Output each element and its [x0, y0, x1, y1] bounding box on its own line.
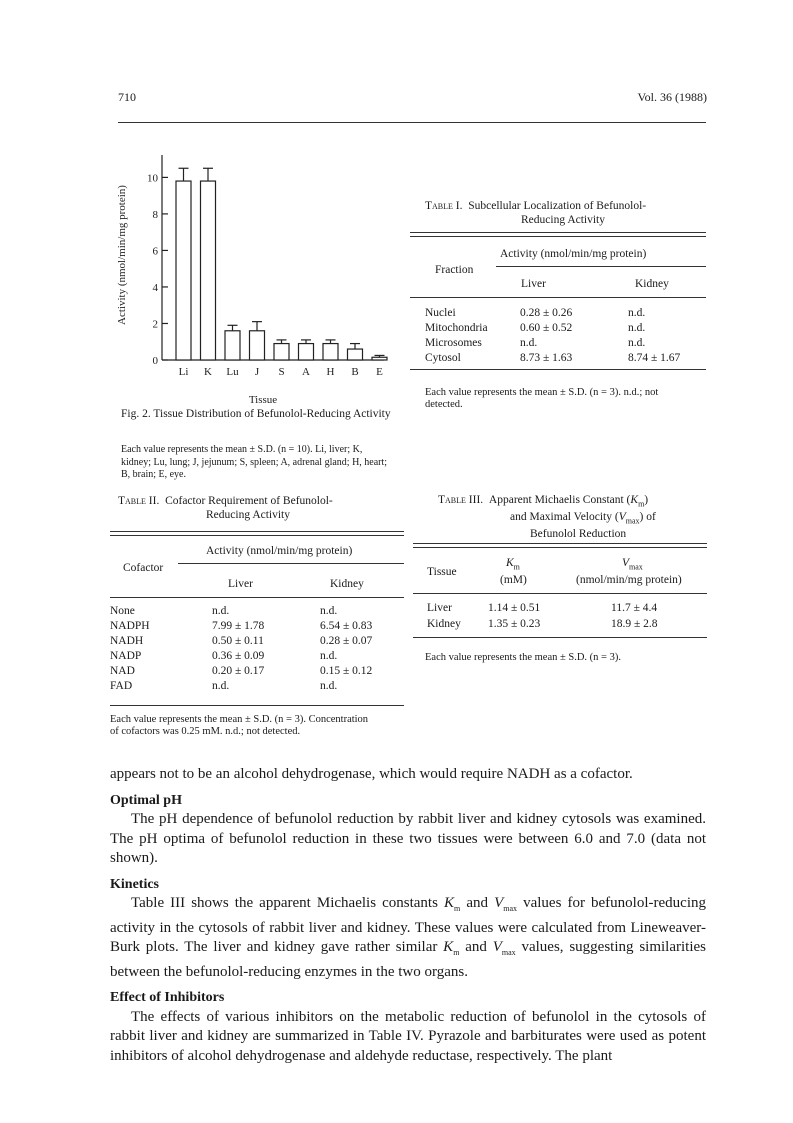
table2-row-liver: 0.50 ± 0.11 [212, 635, 264, 647]
table3-label: Table III. [438, 494, 484, 506]
y-tick-label: 8 [152, 208, 158, 221]
tissue-distribution-chart [110, 135, 390, 410]
x-tick-label: E [376, 366, 383, 378]
table2-top-rule [110, 531, 404, 536]
bar [225, 331, 240, 360]
table3-row-vmax: 18.9 ± 2.8 [611, 618, 658, 630]
table2-col-group: Activity (nmol/min/mg protein) [206, 545, 353, 557]
table3-note: Each value represents the mean ± S.D. (n = 3). [425, 652, 621, 663]
y-tick-label: 0 [152, 355, 158, 367]
header-rule [118, 122, 706, 123]
paragraph-optimal-ph: The pH dependence of befunolol reduction by rabbit liver and kidney cytosols was examined. The pH optima of befunolol reduction in these two tissues were between 6.0 and 7.0 (data not shown). [110, 811, 706, 866]
table1-row-name: Mitochondria [425, 322, 488, 334]
table2-group-rule [178, 563, 404, 564]
table2-row-liver: 0.20 ± 0.17 [212, 665, 265, 677]
table2-row-name: NAD [110, 665, 135, 677]
y-tick-label: 2 [152, 318, 158, 331]
x-tick-label: H [326, 366, 335, 378]
y-tick-label: 6 [152, 245, 158, 258]
table1-bottom-rule [410, 369, 706, 370]
x-tick-label: B [351, 366, 359, 378]
y-tick-label: 10 [147, 172, 158, 185]
bar [176, 181, 191, 360]
table3-col-vmax: $V_{max}$ [622, 557, 643, 572]
body-text [110, 765, 706, 1066]
table2-row-liver: n.d. [212, 680, 230, 692]
paragraph-kinetics: Table III shows the apparent Michaelis constants $K_m$ and $V_{max}$ values for befunolol-reducing activity in the cytosols of rabbit liver and kidney. These values were calculated from Lineweaver-Burk plots. The liver and kidney gave rather similar $K_m$ and $V_{max}$ values, suggesting similarities between the befunolol-reducing enzymes in the two organs. [110, 895, 706, 980]
table1-row-name: Cytosol [425, 352, 461, 364]
x-tick-label: Li [178, 366, 189, 378]
table1-label: Table I. [425, 200, 463, 212]
table1-title-line2: Reducing Activity [521, 213, 606, 226]
table2-col-kidney: Kidney [330, 578, 364, 590]
table2-row-liver: 7.99 ± 1.78 [212, 620, 265, 632]
x-tick-label: S [278, 366, 285, 378]
heading-inhibitors: Effect of Inhibitors [110, 990, 225, 1005]
table3-col-km: $K_m$ [506, 557, 520, 572]
x-tick-label: J [254, 366, 260, 378]
table1-row-liver: 8.73 ± 1.63 [520, 352, 573, 364]
table1-col-kidney: Kidney [635, 278, 669, 290]
table3-col-km-unit: (mM) [500, 574, 527, 586]
table2-row-kidney: n.d. [320, 650, 338, 662]
table1-header-rule [410, 297, 706, 298]
table1-note [425, 387, 715, 411]
x-tick-label: Lu [226, 366, 239, 378]
table1-col-group: Activity (nmol/min/mg protein) [500, 248, 647, 260]
heading-kinetics: Kinetics [110, 876, 159, 892]
x-tick-label: K [204, 366, 212, 378]
table2-title [118, 495, 408, 522]
table1-group-rule [496, 266, 706, 267]
bar [323, 344, 338, 360]
x-tick-label: A [302, 366, 310, 378]
table3-row-km: 1.35 ± 0.23 [488, 618, 541, 630]
heading-optimal-ph: Optimal pH [110, 792, 182, 808]
bar [372, 357, 387, 360]
table2-header-rule [110, 597, 404, 598]
table3-row-name: Kidney [427, 618, 461, 630]
table2-col-liver: Liver [228, 578, 253, 590]
table1-note-line2: detected. [425, 399, 463, 410]
table3-top-rule [413, 543, 707, 548]
table3-title-line3: Befunolol Reduction [530, 527, 627, 540]
table1-col-fraction: Fraction [435, 264, 474, 276]
table1-row-name: Microsomes [425, 337, 482, 349]
table1-note-line1: Each value represents the mean ± S.D. (n = 3). n.d.; not [425, 387, 659, 398]
table2-row-liver: n.d. [212, 605, 230, 617]
table1-row-liver: n.d. [520, 337, 538, 349]
table2-row-liver: 0.36 ± 0.09 [212, 650, 265, 662]
figure-title: Tissue Distribution of Befunolol-Reducing Activity [153, 408, 391, 420]
table2-note [110, 714, 410, 738]
table1-row-kidney: n.d. [628, 307, 646, 319]
bar [201, 181, 216, 360]
table2-bottom-rule [110, 705, 404, 706]
table2-row-name: NADP [110, 650, 142, 662]
table1-title [425, 200, 707, 227]
table1-col-liver: Liver [521, 278, 546, 290]
table2-row-name: FAD [110, 680, 133, 692]
table1-row-liver: 0.28 ± 0.26 [520, 307, 573, 319]
table2-row-kidney: 6.54 ± 0.83 [320, 620, 373, 632]
figure-label: Fig. 2. [121, 408, 151, 420]
table3-row-km: 1.14 ± 0.51 [488, 602, 541, 614]
table3-col-tissue: Tissue [427, 566, 457, 578]
table2-row-kidney: n.d. [320, 680, 338, 692]
x-axis-label: Tissue [248, 394, 278, 406]
table3-row-vmax: 11.7 ± 4.4 [611, 602, 658, 614]
bar [250, 331, 265, 360]
table2-label: Table II. [118, 495, 160, 507]
table3-col-vmax-unit: (nmol/min/mg protein) [576, 574, 682, 586]
table3-header-rule [413, 593, 707, 594]
table1-row-kidney: 8.74 ± 1.67 [628, 352, 681, 364]
paragraph-inhibitors: The effects of various inhibitors on the metabolic reduction of befunolol in the cytosols of rabbit liver and kidney are summarized in Table IV. Pyrazole and barbiturates were used as potent inhibitors of alcohol dehydrogenase and aldehyde reductase, respectively. The plant [110, 1008, 706, 1064]
table1-row-name: Nuclei [425, 307, 456, 319]
paragraph-0: appears not to be an alcohol dehydrogenase, which would require NADH as a cofactor. [110, 766, 633, 782]
table2-row-name: None [110, 605, 135, 617]
volume-info: Vol. 36 (1988) [637, 90, 707, 104]
table2-title-line1: Cofactor Requirement of Befunolol- [165, 495, 333, 507]
table1-title-line1: Subcellular Localization of Befunolol- [468, 200, 647, 212]
table3-bottom-rule [413, 637, 707, 638]
table2-row-name: NADH [110, 635, 144, 647]
table1-row-kidney: n.d. [628, 322, 646, 334]
bar [299, 344, 314, 360]
table2-title-line2: Reducing Activity [206, 508, 291, 521]
table2-row-kidney: 0.15 ± 0.12 [320, 665, 373, 677]
table2-col-cofactor: Cofactor [123, 562, 164, 574]
page-number: 710 [118, 90, 136, 104]
bar [274, 344, 289, 360]
table3-row-name: Liver [427, 602, 452, 614]
figure-caption [121, 407, 391, 421]
table2-note-line1: Each value represents the mean ± S.D. (n = 3). Concentration [110, 714, 369, 725]
table2-note-line2: of cofactors was 0.25 mM. n.d.; not detected. [110, 726, 301, 737]
table1-top-rule [410, 232, 706, 237]
table2-row-name: NADPH [110, 620, 150, 632]
figure-note: Each value represents the mean ± S.D. (n = 10). Li, liver; K, kidney; Lu, lung; J, jejunum; S, spleen; A, adrenal gland; H, heart; B, brain; E, eye. [121, 444, 388, 480]
y-axis-label: Activity (nmol/min/mg protein) [116, 185, 128, 325]
table1-row-kidney: n.d. [628, 337, 646, 349]
table1-row-liver: 0.60 ± 0.52 [520, 322, 573, 334]
y-tick-label: 4 [152, 281, 158, 294]
table2-row-kidney: n.d. [320, 605, 338, 617]
table2-row-kidney: 0.28 ± 0.07 [320, 635, 373, 647]
table3-title: Table III. Apparent Michaelis Constant $(K_m)$ and Maximal Velocity $(V_{max})$ of Befunolol Reduction [438, 494, 718, 541]
bar [348, 349, 363, 360]
